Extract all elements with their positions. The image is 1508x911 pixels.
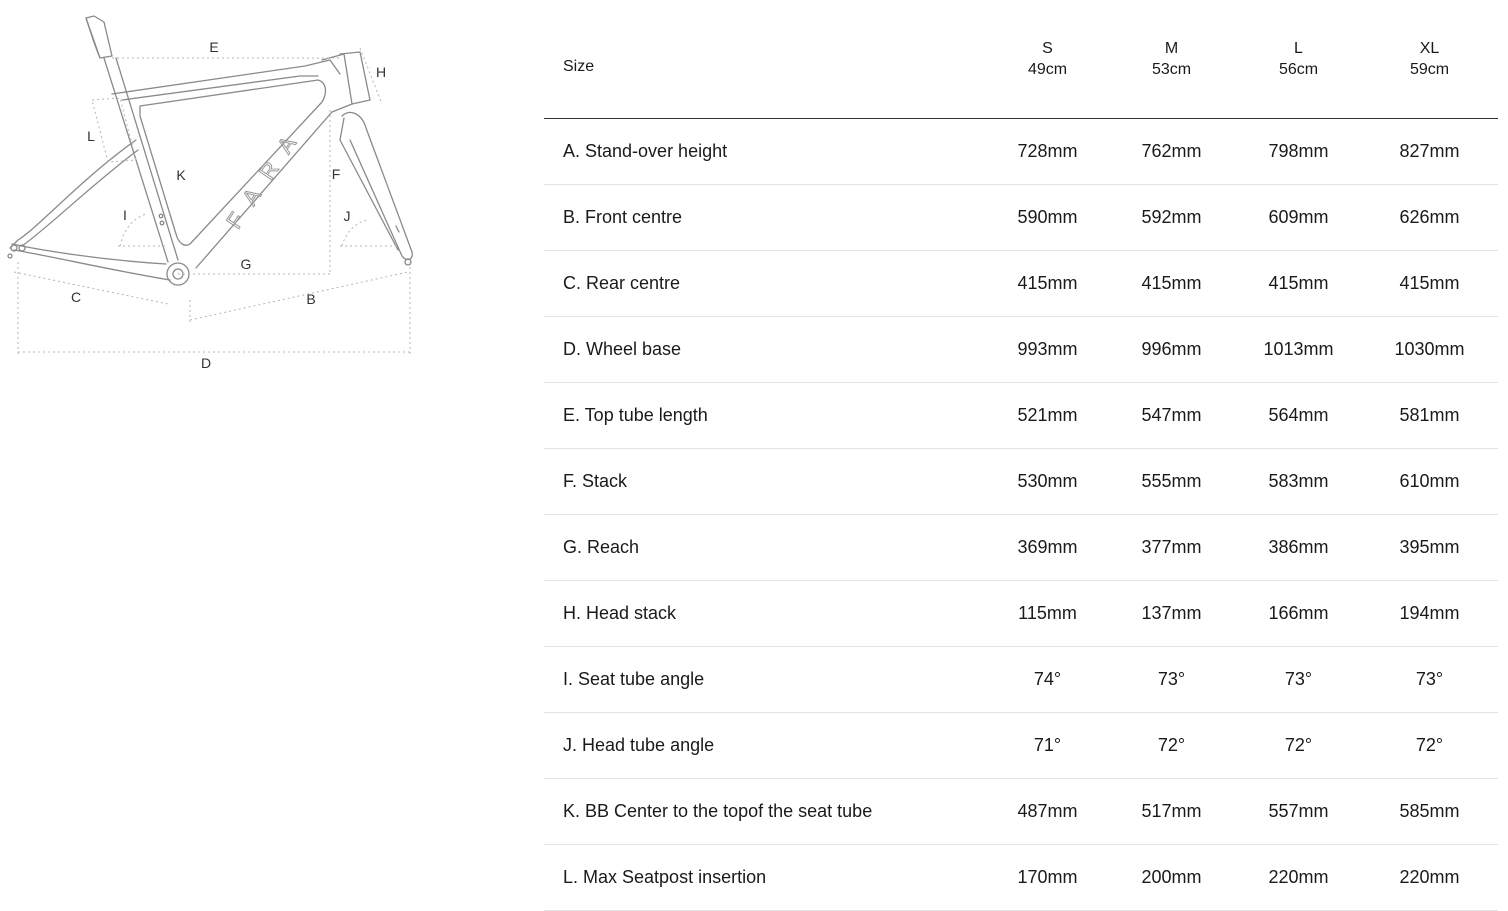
frame-geometry-diagram	[0, 0, 430, 380]
table-row	[544, 251, 1498, 317]
dimension-label-k: K	[176, 167, 186, 183]
frame-drawing	[0, 0, 430, 380]
measurement-value: 415mm	[1361, 251, 1498, 317]
size-header: Size	[544, 0, 988, 119]
measurement-value: 73°	[1361, 647, 1498, 713]
measurement-value: 827mm	[1361, 119, 1498, 185]
size-frame: 59cm	[1409, 61, 1450, 78]
measurement-value: 166mm	[1236, 581, 1361, 647]
measurement-value: 517mm	[1107, 779, 1236, 845]
measurement-value: 487mm	[988, 779, 1107, 845]
dimension-label-f: F	[331, 166, 341, 182]
measurement-value: 71°	[988, 713, 1107, 779]
size-name: M	[1164, 40, 1179, 57]
measurement-value: 530mm	[988, 449, 1107, 515]
table-row	[544, 119, 1498, 185]
table-header-row	[544, 0, 1498, 119]
dimension-label-j: J	[343, 208, 351, 224]
table-row	[544, 515, 1498, 581]
measurement-value: 72°	[1236, 713, 1361, 779]
measurement-value: 415mm	[988, 251, 1107, 317]
measurement-label: G. Reach	[544, 515, 988, 581]
table-row	[544, 581, 1498, 647]
size-frame: 49cm	[1027, 61, 1068, 78]
geometry-table	[544, 0, 1498, 911]
measurement-label: K. BB Center to the topof the seat tube	[544, 779, 988, 845]
measurement-value: 581mm	[1361, 383, 1498, 449]
measurement-value: 1013mm	[1236, 317, 1361, 383]
measurement-value: 74°	[988, 647, 1107, 713]
measurement-value: 555mm	[1107, 449, 1236, 515]
measurement-value: 415mm	[1107, 251, 1236, 317]
measurement-value: 798mm	[1236, 119, 1361, 185]
table-row	[544, 845, 1498, 911]
measurement-label: E. Top tube length	[544, 383, 988, 449]
measurement-label: H. Head stack	[544, 581, 988, 647]
measurement-value: 521mm	[988, 383, 1107, 449]
dimension-label-l: L	[87, 128, 95, 144]
size-column-header	[1107, 0, 1236, 119]
measurement-value: 415mm	[1236, 251, 1361, 317]
measurement-value: 137mm	[1107, 581, 1236, 647]
measurement-label: I. Seat tube angle	[544, 647, 988, 713]
table-row	[544, 185, 1498, 251]
size-column-header	[1361, 0, 1498, 119]
dimension-label-e: E	[209, 39, 219, 55]
measurement-label: A. Stand-over height	[544, 119, 988, 185]
measurement-value: 377mm	[1107, 515, 1236, 581]
measurement-value: 728mm	[988, 119, 1107, 185]
measurement-value: 170mm	[988, 845, 1107, 911]
dimension-label-i: I	[123, 207, 127, 223]
measurement-value: 592mm	[1107, 185, 1236, 251]
measurement-value: 585mm	[1361, 779, 1498, 845]
measurement-label: J. Head tube angle	[544, 713, 988, 779]
measurement-value: 220mm	[1361, 845, 1498, 911]
size-frame: 56cm	[1278, 61, 1319, 78]
dimension-label-b: B	[306, 291, 316, 307]
brand-logo: FARA	[221, 118, 310, 234]
measurement-value: 369mm	[988, 515, 1107, 581]
geometry-table-body	[544, 119, 1498, 911]
size-column-header	[988, 0, 1107, 119]
table-row	[544, 449, 1498, 515]
table-row	[544, 317, 1498, 383]
measurement-value: 626mm	[1361, 185, 1498, 251]
measurement-value: 583mm	[1236, 449, 1361, 515]
measurement-value: 72°	[1361, 713, 1498, 779]
measurement-value: 1030mm	[1361, 317, 1498, 383]
measurement-value: 609mm	[1236, 185, 1361, 251]
dimension-label-g: G	[240, 256, 252, 272]
measurement-value: 610mm	[1361, 449, 1498, 515]
size-name: L	[1294, 40, 1303, 57]
measurement-value: 993mm	[988, 317, 1107, 383]
table-row	[544, 779, 1498, 845]
table-row	[544, 713, 1498, 779]
dimension-label-d: D	[200, 355, 212, 371]
measurement-value: 115mm	[988, 581, 1107, 647]
measurement-value: 73°	[1107, 647, 1236, 713]
measurement-label: C. Rear centre	[544, 251, 988, 317]
measurement-value: 72°	[1107, 713, 1236, 779]
measurement-value: 547mm	[1107, 383, 1236, 449]
size-name: S	[1042, 40, 1053, 57]
measurement-value: 564mm	[1236, 383, 1361, 449]
measurement-label: B. Front centre	[544, 185, 988, 251]
measurement-value: 762mm	[1107, 119, 1236, 185]
measurement-value: 194mm	[1361, 581, 1498, 647]
measurement-value: 220mm	[1236, 845, 1361, 911]
table-row	[544, 647, 1498, 713]
measurement-value: 386mm	[1236, 515, 1361, 581]
measurement-value: 395mm	[1361, 515, 1498, 581]
measurement-value: 73°	[1236, 647, 1361, 713]
size-column-header	[1236, 0, 1361, 119]
size-frame: 53cm	[1151, 61, 1192, 78]
measurement-label: L. Max Seatpost insertion	[544, 845, 988, 911]
measurement-value: 200mm	[1107, 845, 1236, 911]
measurement-value: 557mm	[1236, 779, 1361, 845]
measurement-label: D. Wheel base	[544, 317, 988, 383]
measurement-value: 590mm	[988, 185, 1107, 251]
dimension-label-h: H	[375, 64, 387, 80]
dimension-label-c: C	[70, 289, 82, 305]
table-row	[544, 383, 1498, 449]
measurement-value: 996mm	[1107, 317, 1236, 383]
size-name: XL	[1419, 40, 1440, 57]
measurement-label: F. Stack	[544, 449, 988, 515]
